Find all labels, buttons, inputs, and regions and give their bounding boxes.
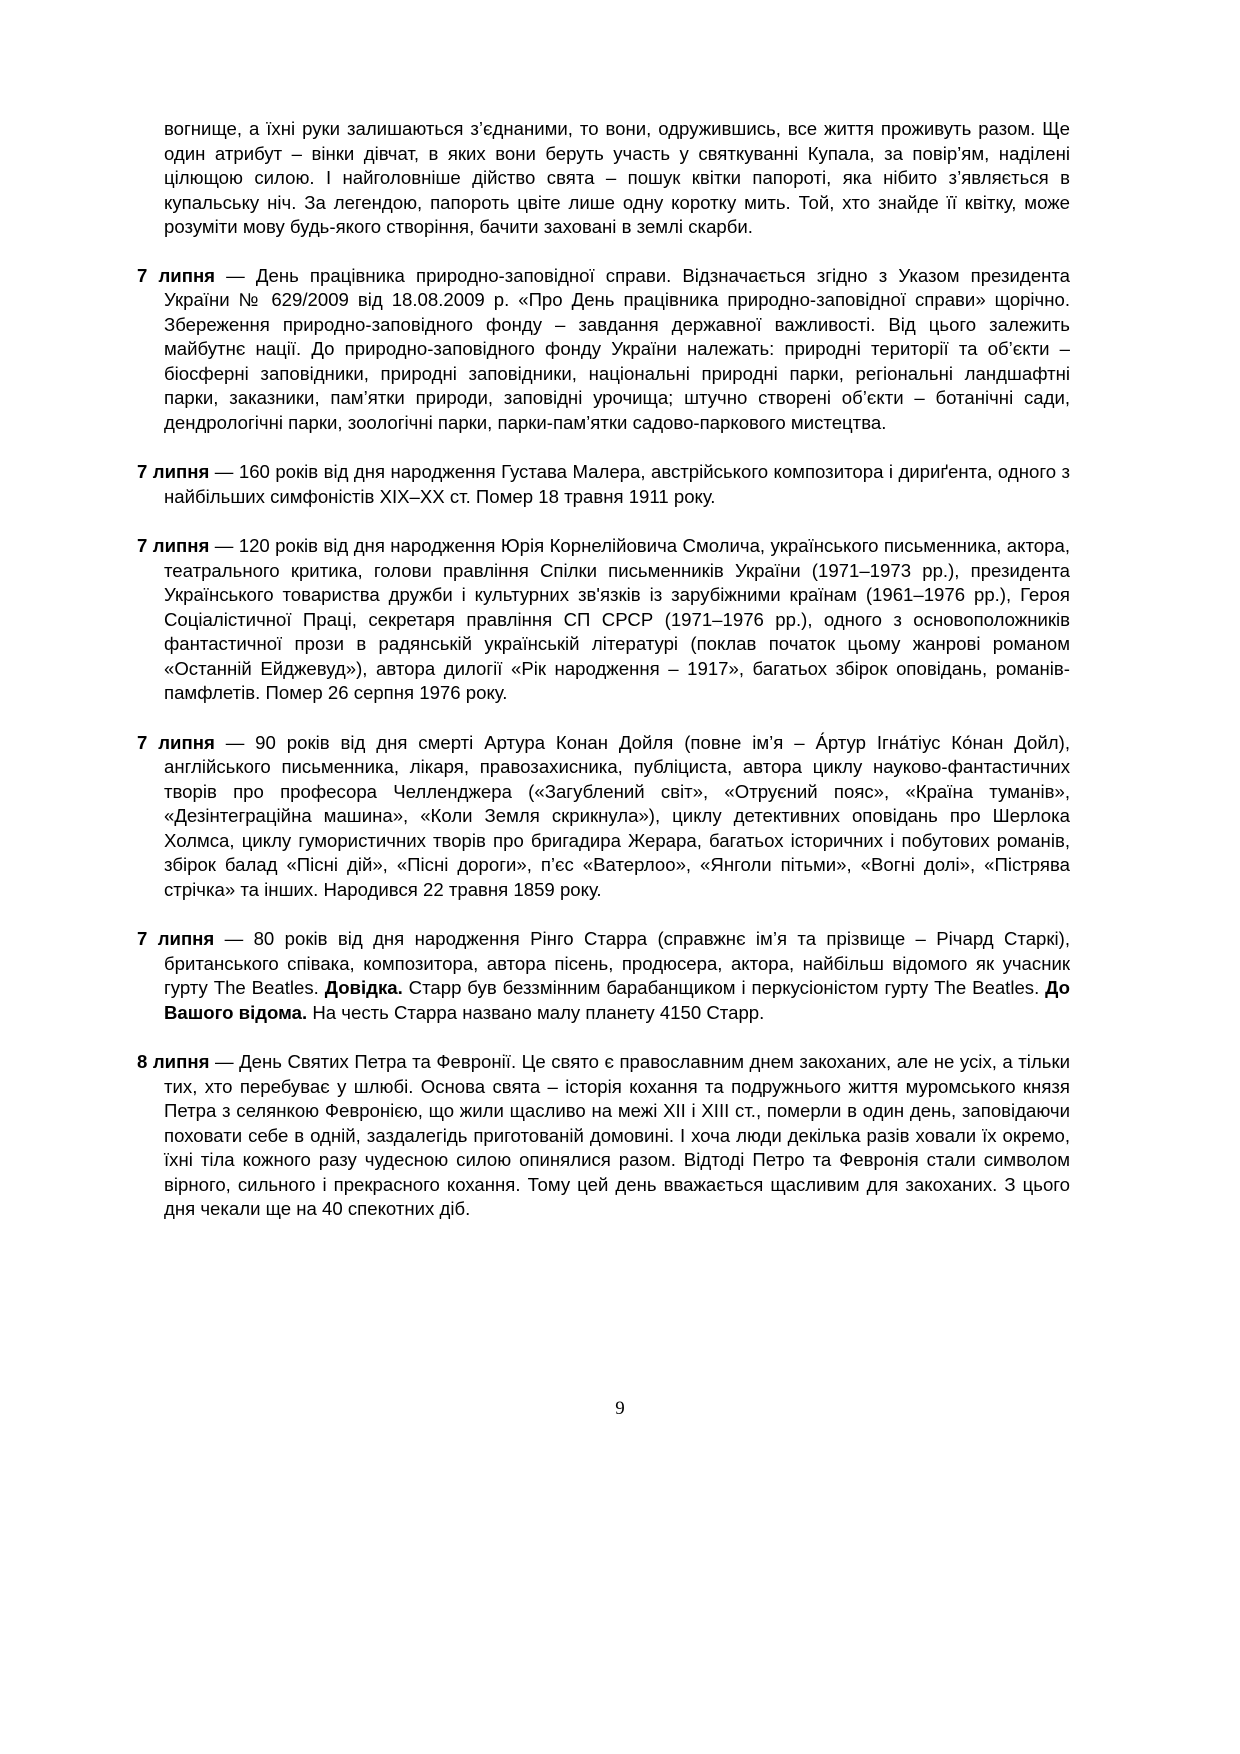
page-number: 9 <box>615 1398 625 1419</box>
page-content <box>137 117 1070 1247</box>
entry-peter-fevronia-day <box>137 1050 1070 1222</box>
entry-date: 7 липня <box>137 461 210 482</box>
entry-text: — 160 років від дня народження Густава Малера, австрійського композитора і дириґента, одного з найбільших симфоністів XIX–XX ст. Помер 18 травня 1911 року. <box>164 461 1071 507</box>
intro-text: вогнище, а їхні руки залишаються з’єднаними, то вони, одружившись, все життя проживуть разом. Ще один атрибут – вінки дівчат, в яких вони беруть участь у святкуванні Купала, за повір’ям, наділені цілющою силою. І найголовніше дійство свята – пошук квітки папороті, яка нібито з’являється в купальську ніч. За легендою, папороть цвіте лише одну коротку мить. Той, хто знайде її квітку, може розуміти мову будь-якого створіння, бачити заховані в землі скарби. <box>164 118 1070 237</box>
entry-date: 7 липня <box>137 928 215 949</box>
entry-mahler <box>137 460 1070 509</box>
entry-ringo-starr <box>137 927 1070 1025</box>
note-text-reference: Старр був беззмінним барабанщиком і перкусіоністом гурту The Beatles. <box>402 977 1046 998</box>
entry-smolych <box>137 534 1070 706</box>
entry-conan-doyle <box>137 731 1070 903</box>
entry-text: — 80 років від дня народження Рінго Старра (справжнє ім’я та прізвище – Річард Старкі), британського співака, композитора, автора пісень, продюсера, актора, найбільш відомого як учасник гурту The Beatles. <box>164 928 1070 998</box>
entry-date: 8 липня <box>137 1051 210 1072</box>
note-label-reference: Довідка. <box>324 977 403 998</box>
entry-date: 7 липня <box>137 731 215 753</box>
note-text-for-your-info: На честь Старра названо малу планету 4150 Старр. <box>307 1001 765 1023</box>
entry-date: 7 липня <box>137 264 216 286</box>
entry-date: 7 липня <box>137 535 210 556</box>
entry-text: — 90 років від дня смерті Артура Конан Дойля (повне ім’я – А́ртур Ігна́тіус Ко́нан Дойл), англійського письменника, лікаря, правозахисника, публіциста, автора циклу науково-фантастичних творів про професора Челленджера («Загублений світ», «Отруєний пояс», «Країна туманів», «Дезінтеграційна машина», «Коли Земля скрикнула»), циклу детективних оповідань про Шерлока Холмса, циклу гумористичних творів про бригадира Жерара, багатьох історичних і побутових романів, збірок балад «Пісні дій», «Пісні дороги», п’єс «Ватерлоо», «Янголи пітьми», «Вогні долі», «Пістрява стрічка» та інших. Народився 22 травня 1859 року. <box>164 731 1070 900</box>
note-label-for-your-info: До Вашого відома. <box>164 977 1071 1023</box>
entry-text: — День працівника природно-заповідної справи. Відзначається згідно з Указом президента України № 629/2009 від 18.08.2009 р. «Про День працівника природно-заповідної справи» щорічно. Збереження природно-заповідного фонду – завдання державної важливості. Від цього залежить майбутнє нації. До природно-заповідного фонду України належать: природні території та об’єкти – біосферні заповідники, природні заповідники, національні природні парки, регіональні ландшафтні парки, заказники, пам’ятки природи, заповідні урочища; штучно створені об’єкти – ботанічні сади, дендрологічні парки, зоологічні парки, парки-пам’ятки садово-паркового мистецтва. <box>164 264 1070 433</box>
entry-text: — День Святих Петра та Февронії. Це свято є православним днем закоханих, але не усіх, а тільки тих, хто перебуває у шлюбі. Основа свята – історія кохання та подружнього життя муромського князя Петра з селянкою Февронією, що жили щасливо на межі XII і XIII ст., померли в один день, заповідаючи поховати себе в одній, заздалегідь приготованій домовині. І хоча люди декілька разів ховали їх окремо, їхні тіла кожного разу чудесною силою опинялися разом. Відтоді Петро та Февронія стали символом вірного, сильного і прекрасного кохання. Тому цей день вважається щасливим для закоханих. З цього дня чекали ще на 40 спекотних діб. <box>164 1051 1070 1219</box>
entry-text: — 120 років від дня народження Юрія Корнелійовича Смолича, українського письменника, актора, театрального критика, голови правління Спілки письменників України (1971–1973 рр.), президента Українського товариства дружби і культурних зв'язків із зарубіжними країнам (1961–1976 рр.), Героя Соціалістичної Праці, секретаря правління СП СРСР (1971–1976 рр.), одного з основоположників фантастичної прози в радянській українській літературі (поклав початок цьому жанрові романом «Останній Ейджевуд»), автора дилогії «Рік народження – 1917», багатьох збірок оповідань, романів-памфлетів. Помер 26 серпня 1976 року. <box>164 535 1070 703</box>
entry-nature-reserve-day <box>137 264 1070 436</box>
intro-paragraph <box>137 117 1070 240</box>
